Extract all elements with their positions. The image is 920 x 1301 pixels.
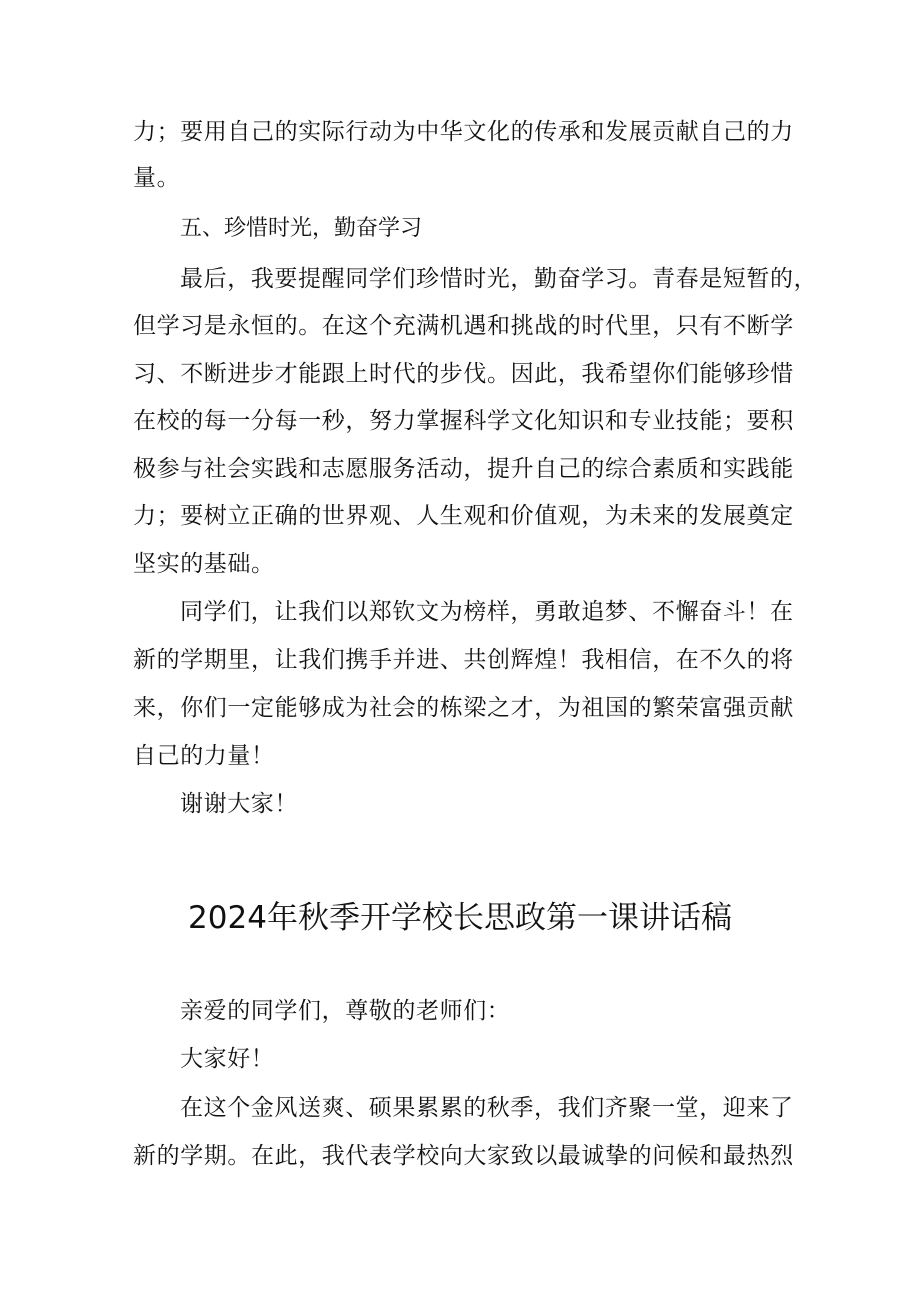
- body-text-line: 来，你们一定能够成为社会的栋梁之才，为祖国的繁荣富强贡献: [133, 695, 794, 721]
- body-text-line: 力；要树立正确的世界观、人生观和价值观，为未来的发展奠定: [133, 503, 794, 529]
- body-text-line: 在这个金风送爽、硕果累累的秋季，我们齐聚一堂，迎来了: [180, 1095, 794, 1121]
- body-text-line: 在校的每一分每一秒，努力掌握科学文化知识和专业技能；要积: [133, 408, 794, 434]
- section-heading: 五、珍惜时光，勤奋学习: [180, 216, 423, 241]
- body-text-line: 新的学期里，让我们携手并进、共创辉煌！我相信，在不久的将: [133, 647, 794, 673]
- body-text-line: 量。: [133, 165, 181, 191]
- document-title: 2024年秋季开学校长思政第一课讲话稿: [188, 900, 732, 936]
- greeting-line: 亲爱的同学们，尊敬的老师们：: [180, 998, 511, 1024]
- body-text-line: 新的学期。在此，我代表学校向大家致以最诚挚的问候和最热烈: [133, 1143, 794, 1169]
- body-text-line: 极参与社会实践和志愿服务活动，提升自己的综合素质和实践能: [133, 456, 794, 482]
- body-text-line: 习、不断进步才能跟上时代的步伐。因此，我希望你们能够珍惜: [133, 361, 794, 387]
- closing-thanks: 谢谢大家！: [180, 791, 298, 817]
- body-text-line: 力；要用自己的实际行动为中华文化的传承和发展贡献自己的力: [133, 119, 794, 145]
- body-text-line: 但学习是永恒的。在这个充满机遇和挑战的时代里，只有不断学: [133, 313, 794, 339]
- hello-line: 大家好！: [180, 1046, 275, 1072]
- body-text-line: 同学们，让我们以郑钦文为榜样，勇敢追梦、不懈奋斗！在: [180, 599, 794, 625]
- body-text-line: 最后，我要提醒同学们珍惜时光，勤奋学习。青春是短暂的，: [180, 266, 818, 292]
- body-text-line: 坚实的基础。: [133, 551, 275, 577]
- body-text-line: 自己的力量！: [133, 743, 275, 769]
